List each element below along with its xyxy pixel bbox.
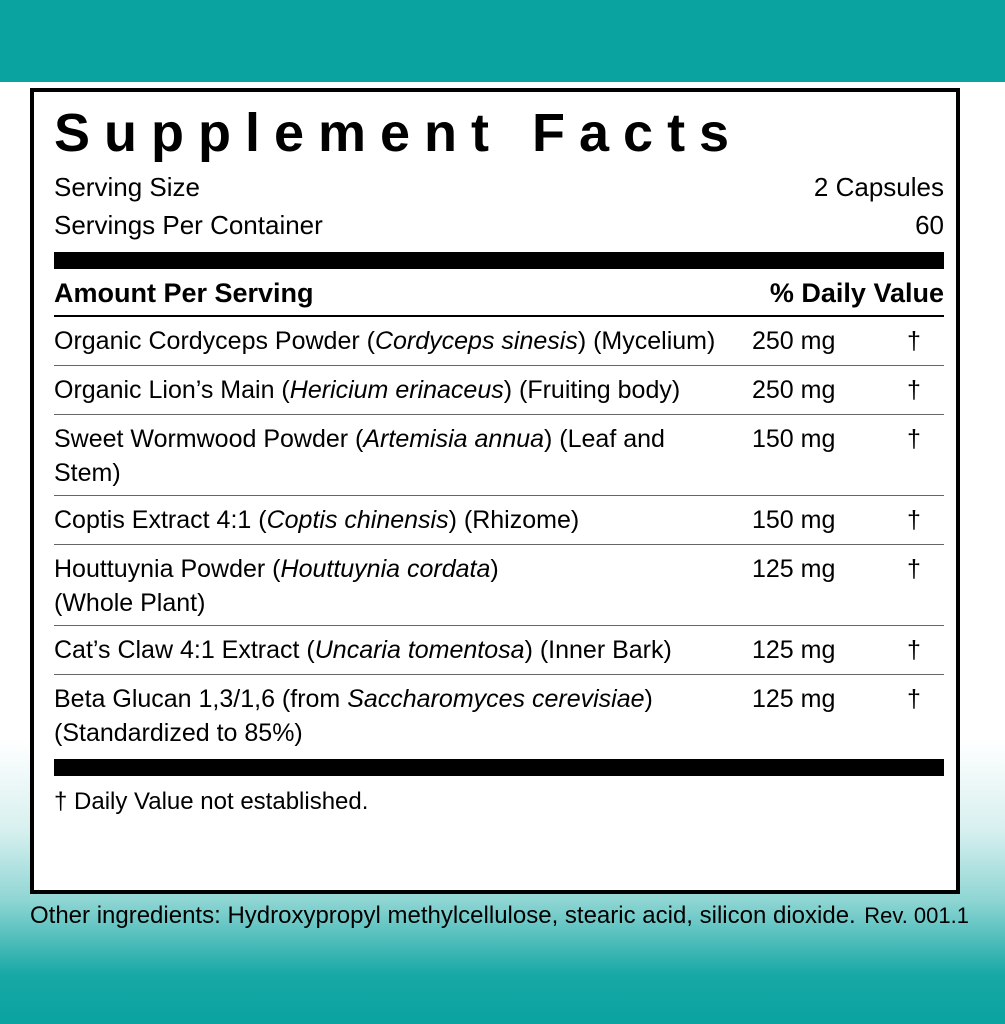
ingredient-daily-value: †: [907, 636, 921, 664]
ingredient-name: Houttuynia Powder (Houttuynia cordata) (Whole Plant): [54, 555, 499, 617]
ingredient-amount: 125 mg: [752, 685, 836, 713]
ingredient-daily-value: †: [907, 425, 921, 453]
servings-per-container-value: 60: [915, 210, 944, 240]
supplement-facts-title: Supplement Facts: [54, 103, 744, 163]
ingredient-row: [54, 317, 944, 365]
ingredient-name: Organic Lion’s Main (Hericium erinaceus) (Fruiting body): [54, 376, 681, 404]
servings-per-container-row: [54, 208, 944, 242]
ingredient-amount: 250 mg: [752, 327, 836, 355]
amount-per-serving-header: Amount Per Serving: [54, 278, 314, 308]
serving-size-row: [54, 170, 944, 204]
ingredient-daily-value: †: [907, 555, 921, 583]
ingredient-list: [54, 317, 944, 755]
ingredient-name: Organic Cordyceps Powder (Cordyceps sinesis) (Mycelium): [54, 327, 716, 355]
ingredient-row: [54, 415, 944, 495]
servings-per-container-label: Servings Per Container: [54, 210, 323, 240]
ingredient-daily-value: †: [907, 506, 921, 534]
panel-inner: [54, 100, 944, 818]
ingredient-row: [54, 675, 944, 755]
ingredient-amount: 150 mg: [752, 506, 836, 534]
ingredient-daily-value: †: [907, 685, 921, 713]
ingredient-row: [54, 496, 944, 544]
thick-rule-bottom: [54, 759, 944, 776]
ingredient-name: Coptis Extract 4:1 (Coptis chinensis) (Rhizome): [54, 506, 580, 534]
ingredient-amount: 150 mg: [752, 425, 836, 453]
serving-size-label: Serving Size: [54, 172, 200, 202]
ingredient-row: [54, 545, 944, 625]
ingredient-daily-value: †: [907, 327, 921, 355]
amount-per-serving-header-row: [54, 269, 944, 315]
ingredient-row: [54, 366, 944, 414]
other-ingredients-text: Other ingredients: Hydroxypropyl methylcellulose, stearic acid, silicon dioxide.: [30, 902, 856, 929]
ingredient-row: [54, 626, 944, 674]
ingredient-amount: 125 mg: [752, 636, 836, 664]
daily-value-footnote: † Daily Value not established.: [54, 788, 369, 815]
serving-size-value: 2 Capsules: [813, 172, 944, 202]
ingredient-name: Cat’s Claw 4:1 Extract (Uncaria tomentosa) (Inner Bark): [54, 636, 672, 664]
daily-value-header: % Daily Value: [769, 278, 944, 308]
ingredient-amount: 125 mg: [752, 555, 836, 583]
ingredient-name: Beta Glucan 1,3/1,6 (from Saccharomyces cerevisiae) (Standardized to 85%): [54, 685, 653, 747]
supplement-facts-panel: [30, 88, 960, 894]
ingredient-daily-value: †: [907, 376, 921, 404]
ingredient-amount: 250 mg: [752, 376, 836, 404]
bottom-area: [30, 900, 975, 932]
ingredient-name: Sweet Wormwood Powder (Artemisia annua) (Leaf and Stem): [54, 425, 665, 487]
thick-rule-top: [54, 252, 944, 269]
revision-text: Rev. 001.1: [864, 903, 969, 928]
